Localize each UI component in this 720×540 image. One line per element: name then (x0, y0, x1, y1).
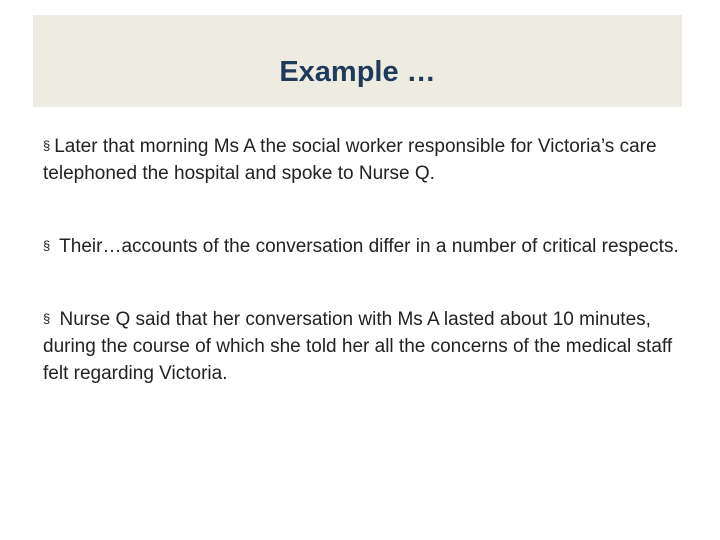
bullet-text: Later that morning Ms A the social worker responsible for Victoria’s care telephoned the hospital and spoke to Nurse Q. (43, 136, 657, 184)
bullet-marker-icon: § (43, 138, 51, 153)
bullet-text: Their…accounts of the conversation differ in a number of critical respects. (54, 236, 679, 257)
bullet-item (43, 305, 683, 387)
title-band (33, 15, 682, 107)
bullet-list (43, 132, 683, 432)
slide-title: Example … (279, 56, 436, 88)
bullet-marker-icon: § (43, 311, 51, 326)
bullet-item (43, 232, 683, 260)
bullet-marker-icon: § (43, 238, 51, 253)
bullet-text: Nurse Q said that her conversation with Ms A lasted about 10 minutes, during the course of which she told her all the concerns of the medical staff felt regarding Victoria. (43, 309, 673, 384)
bullet-item (43, 132, 683, 187)
